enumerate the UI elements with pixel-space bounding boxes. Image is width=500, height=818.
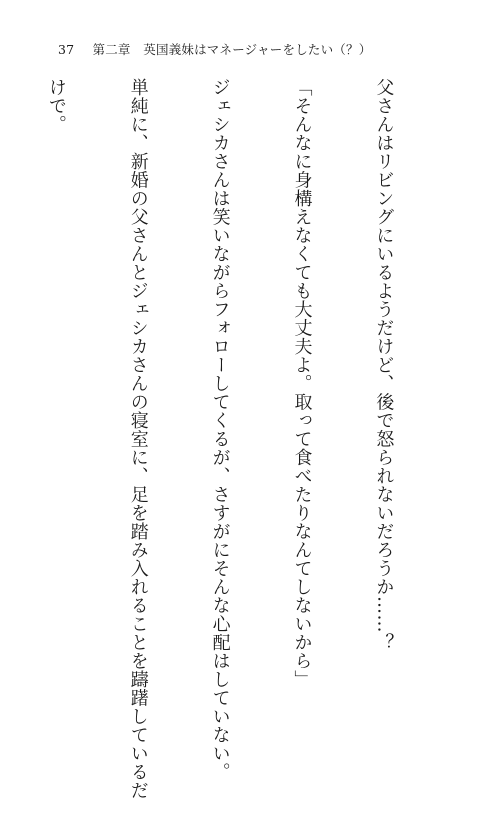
text-line: ジェシカさんは笑いながらフォローしてくるが、さすがにそんな心配はしていない。 [209,78,231,781]
text-line: 「そんなに身構えなくても大丈夫よ。取って食べたりなんてしないから」 [291,78,313,689]
text-line: 単純に、新婚の父さんとジェシカさんの寝室に、足を踏み入れることを躊躇しているだ [127,78,149,800]
running-header [58,40,371,58]
text-line: 父さんはリビングにいるようだけど、後で怒られないだろうか……？ [373,78,395,652]
text-line: けで。 [45,78,67,134]
chapter-title: 第二章 英国義妹はマネージャーをしたい（？） [92,42,372,57]
page-number: 37 [58,42,75,57]
novel-body-text [0,78,452,800]
